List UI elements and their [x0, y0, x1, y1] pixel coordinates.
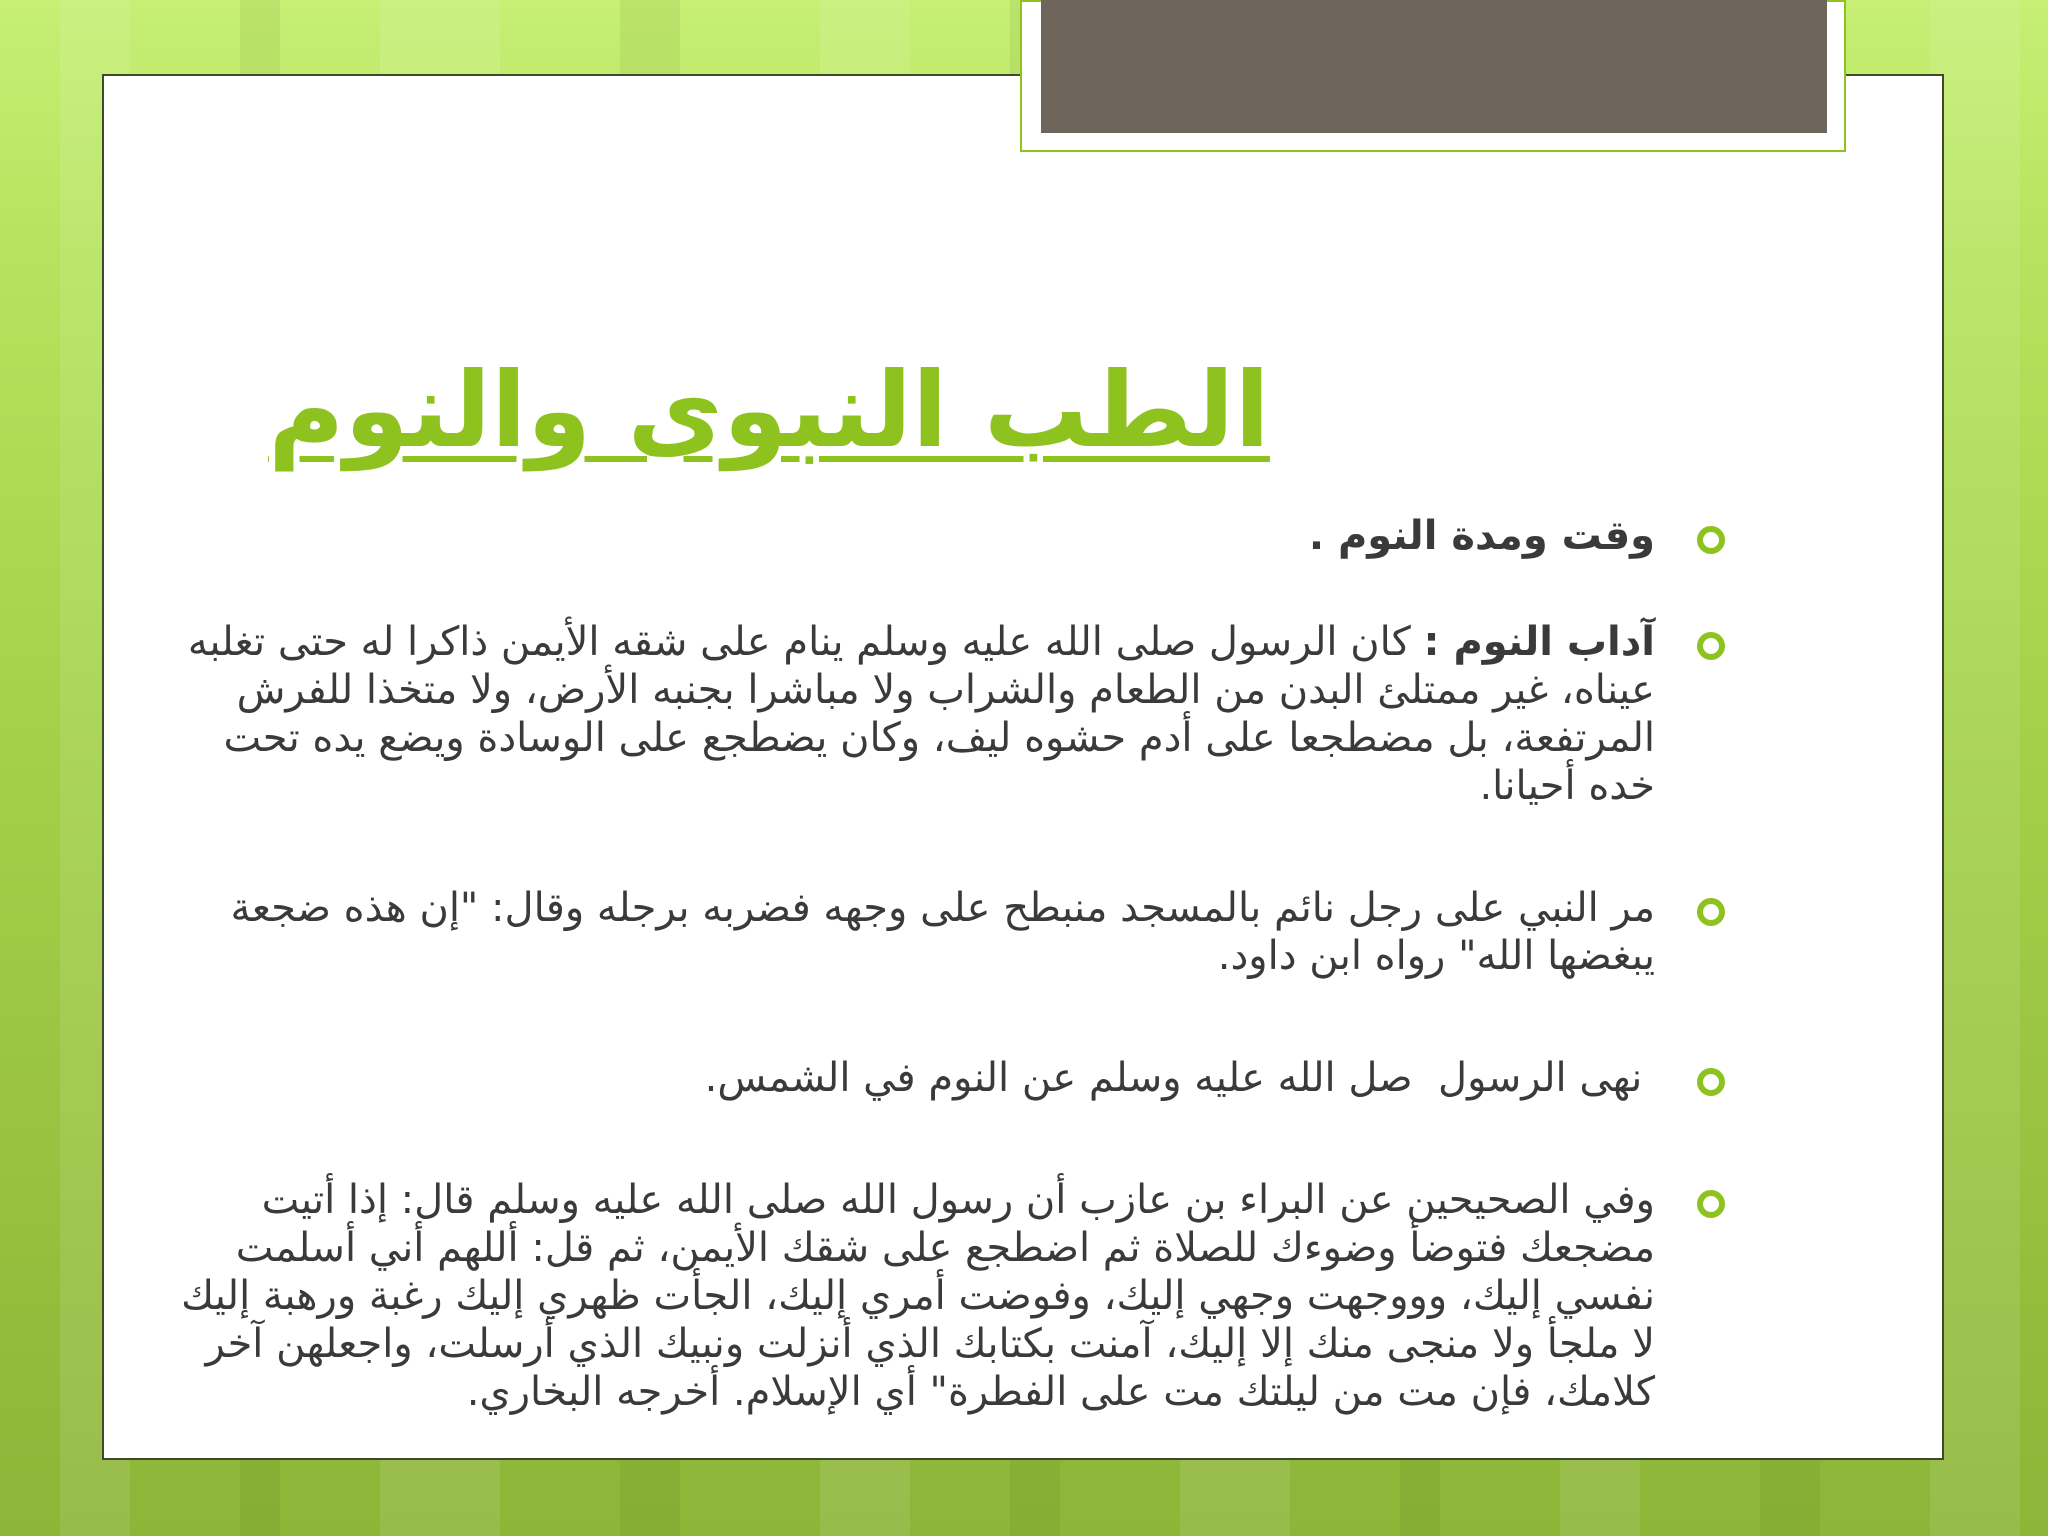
ring-bullet-icon: [1697, 1068, 1725, 1096]
bullet-item-prone-sleeping: [160, 884, 1655, 980]
ring-bullet-icon: [1697, 898, 1725, 926]
ring-bullet-icon: [1697, 526, 1725, 554]
title-frame-fill: [1041, 0, 1827, 133]
slide-title: الطب النبوى والنوم: [268, 349, 1270, 471]
ring-bullet-icon: [1697, 632, 1725, 660]
bullet-item-sun-sleeping: [160, 1054, 1655, 1102]
bullet-lead: آداب النوم :: [1423, 619, 1655, 665]
bullet-text: وفي الصحيحين عن البراء بن عازب أن رسول الله صلى الله عليه وسلم قال: إذا أتيت مضجعك فتوضأ وضوءك للصلاة ثم اضطجع على شقك الأيمن، ثم قل: أللهم أني أسلمت نفسي إليك، وووجهت وجهي إليك، وفوضت أمري إليك، الجأت ظهري إليك رغبة ورهبة إليك لا ملجأ ولا منجى منك إلا إليك، آمنت بكتابك الذي أنزلت ونبيك الذي أرسلت، واجعلهن آخر كلامك، فإن مت من ليلتك مت على الفطرة" أي الإسلام. أخرجه البخاري.: [181, 1177, 1655, 1415]
bullet-item-bedtime-prayer: [160, 1176, 1655, 1416]
bullet-list: [160, 512, 1655, 1416]
bullet-text: نهى الرسول صل الله عليه وسلم عن النوم في الشمس.: [704, 1055, 1655, 1101]
ring-bullet-icon: [1697, 1190, 1725, 1218]
bullet-item-sleep-time: [160, 512, 1655, 560]
bullet-text: كان الرسول صلى الله عليه وسلم ينام على شقه الأيمن ذاكرا له حتى تغلبه عيناه، غير ممتلئ البدن من الطعام والشراب ولا مباشرا بجنبه الأرض، ولا متخذا للفرش المرتفعة، بل مضطجعا على أدم حشوه ليف، وكان يضطجع على الوسادة ويضع يده تحت خده أحيانا.: [187, 619, 1655, 809]
bullet-item-sleep-etiquette: [160, 618, 1655, 810]
bullet-lead: وقت ومدة النوم .: [1308, 513, 1655, 559]
bullet-text: مر النبي على رجل نائم بالمسجد منبطح على وجهه فضربه برجله وقال: "إن هذه ضجعة يبغضها الله" رواه ابن داود.: [230, 885, 1655, 979]
